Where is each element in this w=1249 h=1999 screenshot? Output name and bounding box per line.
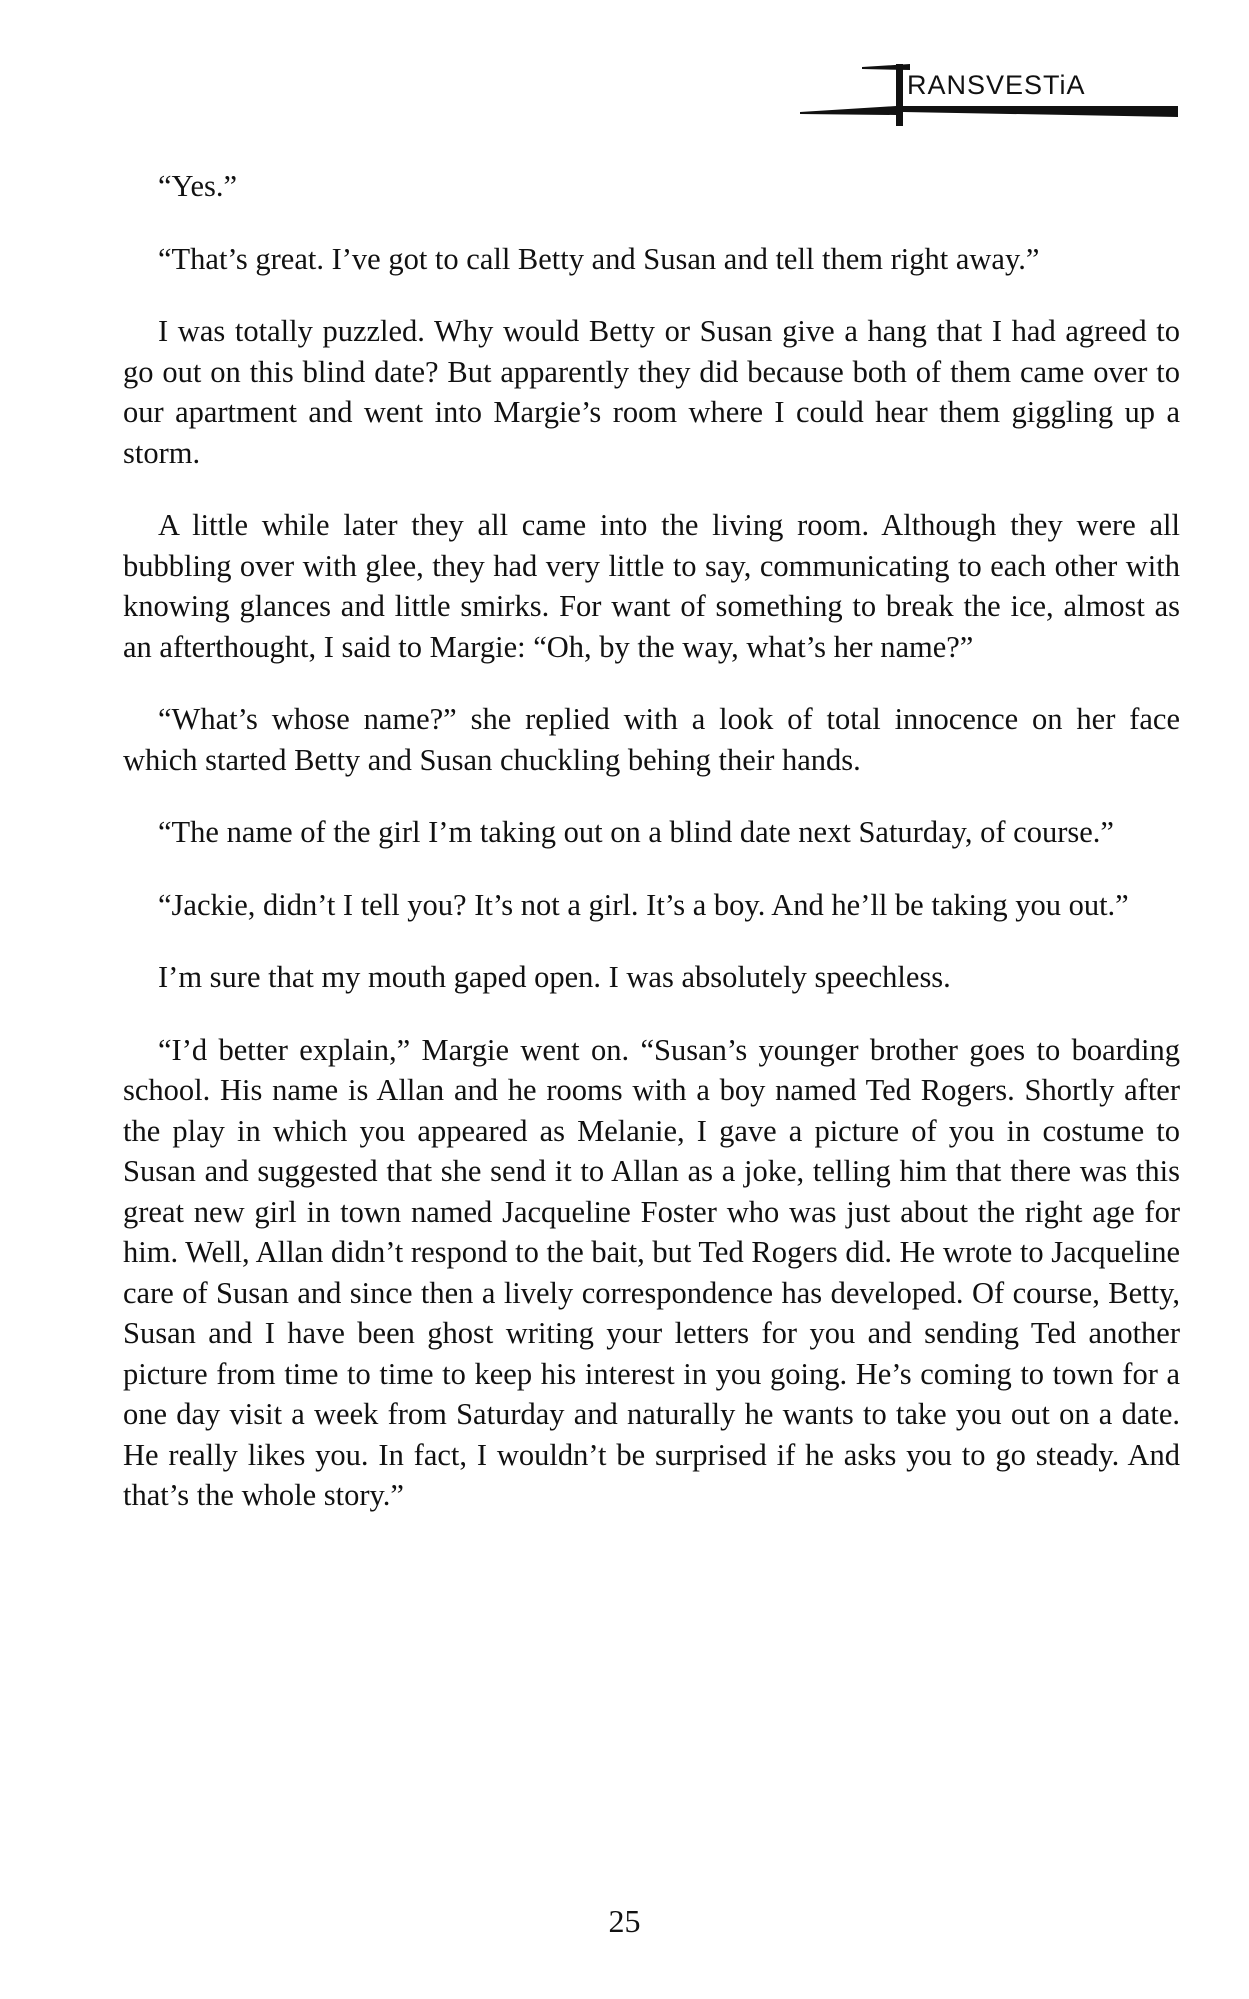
paragraph: “I’d better explain,” Margie went on. “Susan’s younger brother goes to boarding school. His name is Allan and he rooms with a boy named Ted Rogers. Shortly after the play in which you appeared as Melanie, I gave a picture of you in costume to Susan and suggested that she send it to Allan as a joke, telling him that there was this great new girl in town named Jacqueline Foster who was just about the right age for him. Well, Allan didn’t respond to the bait, but Ted Rogers did. He wrote to Jacqueline care of Susan and since then a lively correspondence has developed. Of course, Betty, Susan and I have been ghost writing your letters for you and sending Ted another picture from time to time to keep his interest in you going. He’s coming to town for a one day visit a week from Saturday and naturally he wants to take you out on a date. He really likes you. In fact, I wouldn’t be surprised if he asks you to go steady. And that’s the whole story.”: [123, 1032, 1180, 1512]
paragraph: “Yes.”: [158, 169, 238, 203]
logo-t-bar: [862, 64, 910, 70]
paragraph: I was totally puzzled. Why would Betty or Susan give a hang that I had agreed to go out on this blind date? But apparently they did because both of them came over to our apartment and went into Margie’s room where I could hear them giggling up a storm.: [123, 314, 1180, 470]
paragraph: A little while later they all came into the living room. Although they were all bubbling over with glee, they had very little to say, communicating to each other with knowing glances and little smirks. For want of something to break the ice, almost as an afterthought, I said to Margie: “Oh, by the way, what’s her name?”: [123, 508, 1180, 664]
page-number: 25: [608, 1903, 641, 1939]
header-rule-right: [903, 106, 1178, 117]
magazine-header: [800, 62, 1180, 132]
magazine-title: RANSVESTiA: [907, 70, 1086, 100]
paragraph: I’m sure that my mouth gaped open. I was absolutely speechless.: [158, 960, 951, 994]
paragraph: “What’s whose name?” she replied with a look of total innocence on her face which started Betty and Susan chuckling behing their hands.: [123, 702, 1180, 777]
paragraph: “The name of the girl I’m taking out on a blind date next Saturday, of course.”: [158, 815, 1114, 849]
header-rule-left: [800, 106, 896, 115]
logo-t-stem: [896, 64, 903, 126]
paragraph: “Jackie, didn’t I tell you? It’s not a girl. It’s a boy. And he’ll be taking you out.”: [158, 887, 1129, 922]
body-text: [123, 166, 1180, 1548]
paragraph: “That’s great. I’ve got to call Betty and Susan and tell them right away.”: [158, 241, 1040, 276]
